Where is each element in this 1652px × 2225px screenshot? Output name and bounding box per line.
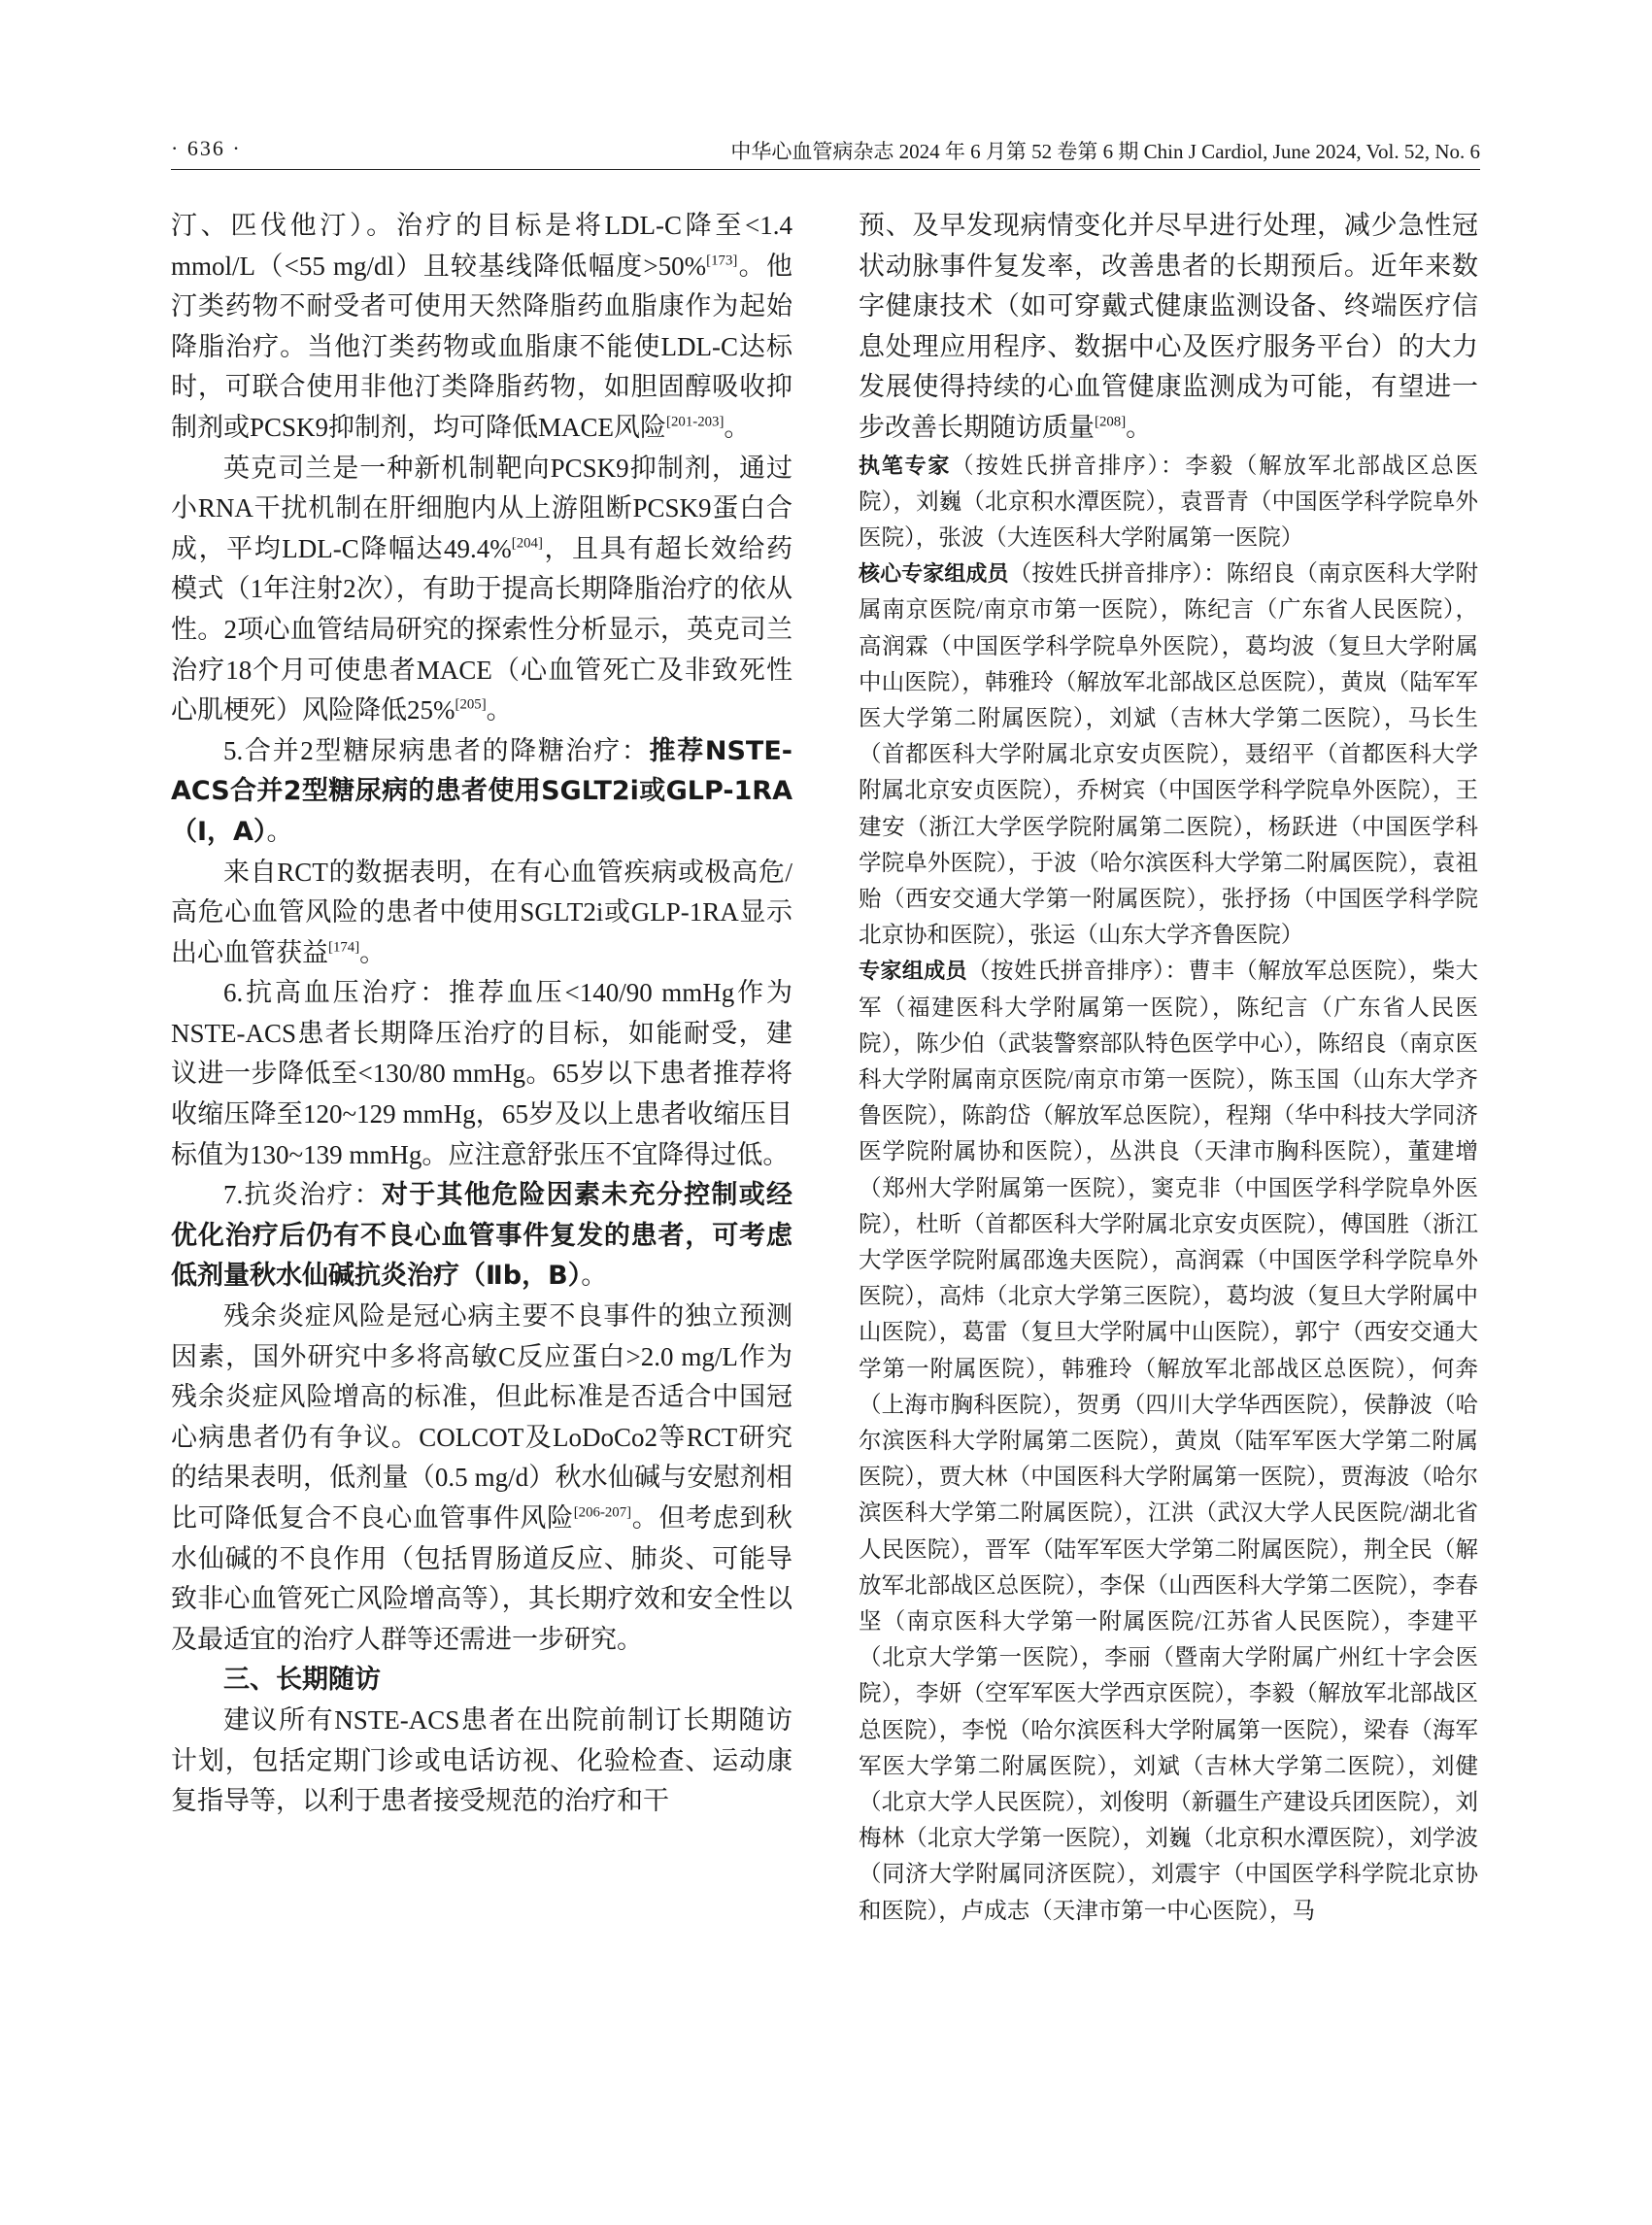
paragraph: 英克司兰是一种新机制靶向PCSK9抑制剂，通过小RNA干扰机制在肝细胞内从上游阻断PCSK9蛋白合成，平均LDL-C降幅达49.4%[204]，且具有超长效给药模式（1年注射2次），有助于提高长期降脂治疗的依从性。2项心血管结局研究的探索性分析显示，英克司兰治疗18个月可使患者MACE（心血管死亡及非致死性心肌梗死）风险降低25%[205]。 [171,453,792,725]
reference-mark: [205] [455,696,487,713]
reference-mark: [206-207] [573,1504,632,1521]
reference-mark: [174] [328,939,360,956]
journal-citation: 中华心血管病杂志 2024 年 6 月第 52 卷第 6 期 Chin J Cardiol, June 2024, Vol. 52, No. 6 [730,140,1480,163]
paragraph: 预、及早发现病情变化并尽早进行处理，减少急性冠状动脉事件复发率，改善患者的长期预后。近年来数字健康技术（如可穿戴式健康监测设备、终端医疗信息处理应用程序、数据中心及医疗服务平台）的大力发展使得持续的心血管健康监测成为可能，有望进一步改善长期随访质量[208]。 [859,211,1478,442]
left-column [171,206,792,1822]
writing-experts: 执笔专家（按姓氏拼音排序）：李毅（解放军北部战区总医院），刘巍（北京积水潭医院），袁晋青（中国医学科学院阜外医院），张波（大连医科大学附属第一医院） [859,453,1478,551]
reference-mark: [208] [1095,414,1127,430]
expert-group-label: 专家组成员 [859,960,968,985]
core-expert-group: 核心专家组成员（按姓氏拼音排序）：陈绍良（南京医科大学附属南京医院/南京市第一医院），陈纪言（广东省人民医院），高润霖（中国医学科学院阜外医院），葛均波（复旦大学附属中山医院），韩雅玲（解放军北部战区总医院），黄岚（陆军军医大学第二附属医院），刘斌（吉林大学第二医院），马长生（首都医科大学附属北京安贞医院），聂绍平（首都医科大学附属北京安贞医院），乔树宾（中国医学科学院阜外医院），王建安（浙江大学医学院附属第二医院），杨跃进（中国医学科学院阜外医院），于波（哈尔滨医科大学第二附属医院），袁祖贻（西安交通大学第一附属医院），张抒扬（中国医学科学院北京协和医院），张运（山东大学齐鲁医院） [859,561,1478,949]
right-column [859,206,1478,1930]
section-heading: 三、长期随访 [223,1665,381,1695]
running-header [171,136,1480,170]
paragraph: 6.抗高血压治疗：推荐血压<140/90 mmHg作为NSTE-ACS患者长期降压治疗的目标，如能耐受，建议进一步降低至<130/80 mmHg。65岁以下患者推荐将收缩压降至120~129 mmHg，65岁及以上患者收缩压目标值为130~139 mmHg。应注意舒张压不宜降得过低。 [171,978,792,1169]
recommendation-text: 对于其他危险因素未充分控制或经优化治疗后仍有不良心血管事件复发的患者，可考虑低剂量秋水仙碱抗炎治疗（Ⅱb，B） [171,1180,793,1292]
reference-mark: [204] [511,535,543,552]
reference-mark: [201-203] [666,414,725,430]
recommendation-text: 推荐NSTE-ACS合并2型糖尿病的患者使用SGLT2i或GLP-1RA（Ⅰ，A） [171,735,792,847]
expert-group: 专家组成员（按姓氏拼音排序）：曹丰（解放军总医院），柴大军（福建医科大学附属第一医院），陈纪言（广东省人民医院），陈少伯（武装警察部队特色医学中心），陈绍良（南京医科大学附属南京医院/南京市第一医院），陈玉国（山东大学齐鲁医院），陈韵岱（解放军总医院），程翔（华中科技大学同济医学院附属协和医院），丛洪良（天津市胸科医院），董建增（郑州大学附属第一医院），窦克非（中国医学科学院阜外医院），杜昕（首都医科大学附属北京安贞医院），傅国胜（浙江大学医学院附属邵逸夫医院），高润霖（中国医学科学院阜外医院），高炜（北京大学第三医院），葛均波（复旦大学附属中山医院），葛雷（复旦大学附属中山医院），郭宁（西安交通大学第一附属医院），韩雅玲（解放军北部战区总医院），何奔（上海市胸科医院），贺勇（四川大学华西医院），侯静波（哈尔滨医科大学附属第二医院），黄岚（陆军军医大学第二附属医院），贾大林（中国医科大学附属第一医院），贾海波（哈尔滨医科大学第二附属医院），江洪（武汉大学人民医院/湖北省人民医院），晋军（陆军军医大学第二附属医院），荆全民（解放军北部战区总医院），李保（山西医科大学第二医院），李春坚（南京医科大学第一附属医院/江苏省人民医院），李建平（北京大学第一医院），李丽（暨南大学附属广州红十字会医院），李妍（空军军医大学西京医院），李毅（解放军北部战区总医院），李悦（哈尔滨医科大学附属第一医院），梁春（海军军医大学第二附属医院），刘斌（吉林大学第二医院），刘健（北京大学人民医院），刘俊明（新疆生产建设兵团医院），刘梅林（北京大学第一医院），刘巍（北京积水潭医院），刘学波（同济大学附属同济医院），刘震宇（中国医学科学院北京协和医院），卢成志（天津市第一中心医院），马 [859,959,1478,1924]
page-number: · 636 · [171,136,242,160]
paragraph: 残余炎症风险是冠心病主要不良事件的独立预测因素，国外研究中多将高敏C反应蛋白>2.0 mg/L作为残余炎症风险增高的标准，但此标准是否适合中国冠心病患者仍有争议。COLCOT及LoDoCo2等RCT研究的结果表明，低剂量（0.5 mg/d）秋水仙碱与安慰剂相比可降低复合不良心血管事件风险[206-207]。但考虑到秋水仙碱的不良作用（包括胃肠道反应、肺炎、可能导致非心血管死亡风险增高等），其长期疗效和安全性以及最适宜的治疗人群等还需进一步研究。 [171,1301,793,1654]
writing-experts-label: 执笔专家 [859,454,952,479]
reference-mark: [173] [706,253,738,269]
recommendation-paragraph: 5.合并2型糖尿病患者的降糖治疗：推荐NSTE-ACS合并2型糖尿病的患者使用SGLT2i或GLP-1RA（Ⅰ，A）。 [171,735,792,847]
paragraph: 汀、匹伐他汀）。治疗的目标是将LDL-C降至<1.4 mmol/L（<55 mg/dl）且较基线降低幅度>50%[173]。他汀类药物不耐受者可使用天然降脂药血脂康作为起始降脂治疗。当他汀类药物或血脂康不能使LDL-C达标时，可联合使用非他汀类降脂药物，如胆固醇吸收抑制剂或PCSK9抑制剂，均可降低MACE风险[201-203]。 [171,211,792,442]
paragraph: 来自RCT的数据表明，在有心血管疾病或极高危/高危心血管风险的患者中使用SGLT2i或GLP-1RA显示出心血管获益[174]。 [171,857,792,967]
recommendation-paragraph: 7.抗炎治疗：对于其他危险因素未充分控制或经优化治疗后仍有不良心血管事件复发的患者，可考虑低剂量秋水仙碱抗炎治疗（Ⅱb，B）。 [171,1180,793,1292]
core-expert-group-label: 核心专家组成员 [859,562,1009,588]
paragraph: 建议所有NSTE-ACS患者在出院前制订长期随访计划，包括定期门诊或电话访视、化验检查、运动康复指导等，以利于患者接受规范的治疗和干 [171,1704,792,1816]
